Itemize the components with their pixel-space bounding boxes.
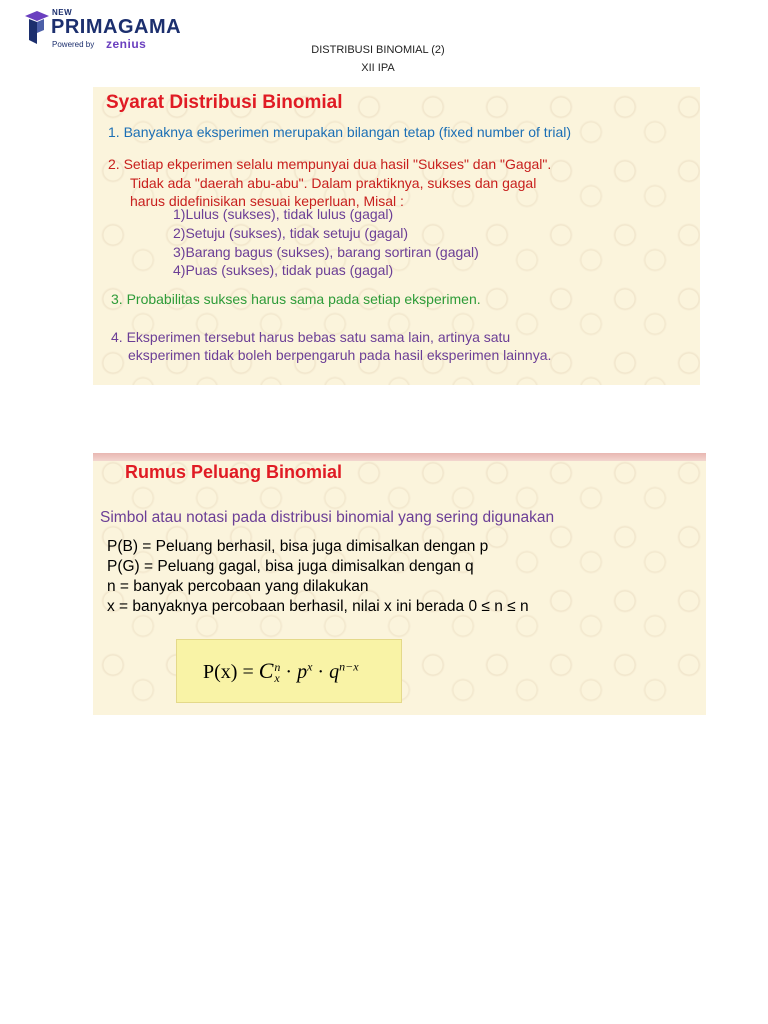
slide-rumus-peluang <box>93 453 706 715</box>
requirement-item-4: 4. Eksperimen tersebut harus bebas satu sama lain, artinya satu <box>111 329 511 345</box>
logo-zenius: zenius <box>106 37 147 51</box>
formula-q-sup: n−x <box>339 659 359 674</box>
example-item: 4)Puas (sukses), tidak puas (gagal) <box>173 262 394 278</box>
requirement-item-2-cont: harus didefinisikan sesuai keperluan, Misal : <box>130 193 404 209</box>
requirement-item-1: 1. Banyaknya eksperimen merupakan bilangan tetap (fixed number of trial) <box>108 124 572 140</box>
slide-top-bar <box>93 453 706 461</box>
graduation-cap-icon <box>24 8 50 48</box>
binomial-formula <box>203 658 359 684</box>
logo-brand-name: PRIMAGAMA <box>51 16 182 38</box>
logo-powered-by: Powered by <box>52 40 95 49</box>
formula-box <box>176 639 402 703</box>
formula-dot: · <box>285 661 293 683</box>
formula-c-sup: n <box>274 660 281 675</box>
formula-q: q <box>329 661 340 683</box>
example-item: 2)Setuju (sukses), tidak setuju (gagal) <box>173 225 408 241</box>
requirement-item-4-cont: eksperimen tidak boleh berpengaruh pada hasil eksperimen lainnya. <box>128 347 552 363</box>
notation-line: P(B) = Peluang berhasil, bisa juga dimisalkan dengan p <box>107 538 489 555</box>
formula-lhs: P(x) = <box>203 661 254 683</box>
formula-c: C <box>258 658 274 683</box>
requirement-item-3: 3. Probabilitas sukses harus sama pada setiap eksperimen. <box>111 291 481 307</box>
slide-title: Rumus Peluang Binomial <box>125 462 343 482</box>
formula-p-sup: x <box>307 659 313 674</box>
notation-line: n = banyak percobaan yang dilakukan <box>107 578 369 595</box>
formula-dot: · <box>317 661 325 683</box>
formula-c-sub: x <box>274 671 280 686</box>
document-subtitle: XII IPA <box>361 62 395 74</box>
notation-line: P(G) = Peluang gagal, bisa juga dimisalkan dengan q <box>107 558 474 575</box>
requirement-item-2: 2. Setiap ekperimen selalu mempunyai dua hasil "Sukses" dan "Gagal". <box>108 156 552 172</box>
document-title: DISTRIBUSI BINOMIAL (2) <box>311 44 445 56</box>
slide-title: Syarat Distribusi Binomial <box>106 92 343 113</box>
slide-subtitle: Simbol atau notasi pada distribusi binomial yang sering digunakan <box>100 509 555 526</box>
formula-p: p <box>297 661 308 683</box>
requirement-item-2-cont: Tidak ada "daerah abu-abu". Dalam praktiknya, sukses dan gagal <box>130 175 537 191</box>
logo-new-label: NEW <box>52 8 73 17</box>
example-item: 3)Barang bagus (sukses), barang sortiran (gagal) <box>173 244 479 260</box>
slide-syarat-distribusi <box>93 87 700 385</box>
notation-line: x = banyaknya percobaan berhasil, nilai x ini berada 0 ≤ n ≤ n <box>107 598 529 615</box>
example-item: 1)Lulus (sukses), tidak lulus (gagal) <box>173 206 394 222</box>
